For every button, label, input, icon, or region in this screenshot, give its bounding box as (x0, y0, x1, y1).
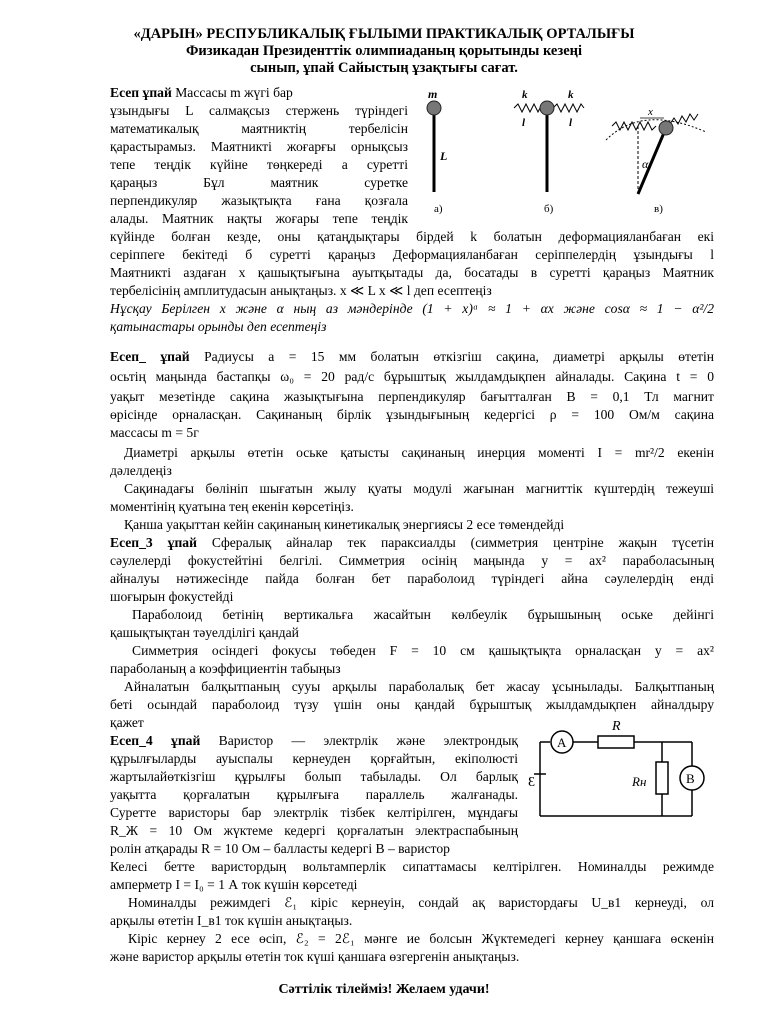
problem-3-line: беті осындай параболоид түзу үшін оны қандай бұрыштық жылдамдықпен айналдыру (110, 697, 714, 712)
pendulum-bob-v (659, 121, 673, 135)
spring-right (553, 104, 584, 112)
problem-2-line: дәлелдеңіз (110, 463, 172, 478)
problem-3-line: қажет (110, 715, 144, 730)
problem-2-line: уақыт мезетінде сақина жазықтығына перпендикуляр бағытталған B = 0,1 Тл магнит (110, 389, 714, 404)
problem-1-line: математикалық маятниктің тербелісін (110, 121, 408, 136)
problem-1-line: тербелісінің амплитудасын анықтаңыз. x ≪ L x ≪ l деп есептеңіз (110, 283, 492, 298)
label-L: L (440, 149, 448, 163)
problem-4-line: және варистор арқылы өтетін ток күші қаншаға өзгергенін анықтаңыз. (110, 949, 520, 964)
problem-4-intro: Есеп_4 ұпай Варистор — электрлік және электрондық (110, 733, 518, 748)
problem-3-intro: Есеп_3 ұпай Сфералық айналар тек параксиалды (симметрия центріне жақын түсетін (110, 535, 714, 550)
problem-4-line: амперметр I = I₀ = 1 А ток күшін көрсетеді (110, 877, 358, 892)
problem-1-hint: қатынастары орынды деп есептеңіз (110, 319, 327, 334)
label-fig-v: в) (654, 203, 663, 215)
problem-4-line: Суретте варисторы бар электрлік тізбек келтірілген, мұндағы (110, 805, 518, 820)
problem-3-line: сәулелерді фокустейтіні белгілі. Симметрия осінің маңында y = ax² параболасының (110, 553, 714, 568)
problem-1-line: алады. Маятник нақты жоғары тепе теңдік (110, 211, 408, 226)
varistor-label: B (686, 771, 695, 786)
problem-1-line: қараңыз Бұл маятник суретке (110, 175, 408, 190)
problem-4-line: уақытта қорғалатын құрылғыға параллель жалғанады. (110, 787, 518, 802)
ammeter-label: A (557, 735, 567, 750)
arc-dashed (606, 120, 706, 140)
problem-1-intro: Есеп ұпай Массасы m жүгі бар (110, 85, 293, 100)
problem-2-line: өрісінде орналасқан. Сақинаның бірлік ұзындығының кедергісі ρ = 100 Ом/м сақина (110, 407, 714, 422)
header-line-1: «ДАРЫН» РЕСПУБЛИКАЛЫҚ ҒЫЛЫМИ ПРАКТИКАЛЫҚ ОРТАЛЫҒЫ (133, 26, 635, 42)
problem-1-line: перпендикуляр жазықтықта ғана қозғала (110, 193, 408, 208)
spring-right-v (670, 114, 698, 124)
problem-4-heading: Есеп_4 ұпай (110, 733, 201, 748)
problem-1-hint: Нұсқау Берілген x және α ның аз мәндерінде (1 + x)ᵅ ≈ 1 + αx және cosα ≈ 1 − α²/2 (110, 301, 714, 316)
problem-2-intro: Есеп_ ұпай Радиусы a = 15 мм болатын өткізгіш сақина, диаметрі арқылы өтетін (110, 349, 715, 364)
problem-2-line: Диаметрі арқылы өтетін оське қатысты сақинаның инерция моменті I = mr²/2 екенін (124, 445, 714, 460)
problem-4-line: арқылы өтетін I_в1 ток күшін анықтаңыз. (110, 913, 353, 928)
pendulum-bob-a (427, 101, 441, 115)
pendulum-figures (412, 84, 712, 222)
resistor-r (598, 736, 634, 748)
label-k-right: k (568, 89, 574, 101)
problem-3-line: Айналатын балқытпаның сууы арқылы параболалық бет жасау ұсынылады. Балқытпаның (124, 679, 714, 694)
label-k-left: k (522, 89, 528, 101)
problem-3-line: параболаның a коэффициентін табыңыз (110, 661, 341, 676)
problem-2-line: моментінің қуатына тең екенін көрсетіңіз. (110, 499, 354, 514)
problem-4-line: жартылайөткізгіш құрылғы болып табылады. Ол барлық (110, 769, 518, 784)
problem-3-line: айналуы нәтижесінде пайда болған бет параболоид түріндегі айна сәулелердің енді (110, 571, 714, 586)
label-alpha: α (642, 157, 649, 171)
label-fig-a: а) (434, 203, 443, 215)
problem-1-line: тепе теңдік күйіне төңкереді а суретті (110, 157, 408, 172)
problem-2-line: осьтің маңында бастапқы ω₀ = 20 рад/с бұрыштық жылдамдықпен айналады. Сақина t = 0 (110, 369, 714, 384)
problem-3-line: шоғырын фокустейді (110, 589, 234, 604)
label-fig-b: б) (544, 203, 554, 215)
problem-1-line: Маятникті аздаған x қашықтығына ауытқытады да, босатады в суретті қараңыз Маятник (110, 265, 714, 280)
problem-4-line: Номиналды режимдегі ℰ₁ кіріс кернеуін, сондай ақ варистордағы U_в1 кернеуді, ол (128, 895, 714, 910)
problem-2-line: Қанша уақыттан кейін сақинаның кинетикалық энергиясы 2 есе төмендейді (124, 517, 565, 532)
problem-4-line: құрылғыларды ауыспалы кернеуден қорғайтын, екіполюсті (110, 751, 518, 766)
varistor-circuit (528, 718, 716, 828)
problem-3-line: Симметрия осіндегі фокусы төбеден F = 10 см қашықтықта орналасқан y = ax² (132, 643, 714, 658)
problem-1-line: күйінде болған кезде, оны қатаңдықтары бірдей k болатын деформацияланбаған екі (110, 229, 714, 244)
pendulum-bob-b (540, 101, 554, 115)
resistor-label: R (612, 719, 621, 734)
problem-4-line: ролін атқарады R = 10 Ом – балласты кедергі В – варистор (110, 841, 450, 856)
problem-3-line: қашықтықтан тәуелділігі қандай (110, 625, 299, 640)
problem-2-line: массасы m = 5г (110, 425, 199, 440)
problem-2-heading: Есеп_ ұпай (110, 349, 190, 364)
label-l-left: l (522, 117, 526, 129)
header-line-3: сынып, ұпай Сайыстың ұзақтығы сағат. (250, 60, 518, 76)
problem-4-line: R_Ж = 10 Ом жүктеме кедергі қорғалатын электраспабының (110, 823, 518, 838)
problem-4-line: Кіріс кернеу 2 есе өсіп, ℰ₂ = 2ℰ₁ мәнге ие болсын Жүктемедегі кернеу қаншаға өскенін (128, 931, 714, 946)
problem-4-line: Келесі бетте варистордың вольтамперлік сипаттамасы келтірілген. Номиналды режимде (110, 859, 714, 874)
problem-3-line: Параболоид бетінің вертикальға жасайтын көлбеулік бұрышының оське дейінгі (132, 607, 714, 622)
problem-3-heading: Есеп_3 ұпай (110, 535, 197, 550)
problem-1-line: ұзындығы L салмақсыз стержень түріндегі (110, 103, 408, 118)
problem-2-line: Сақинадағы бөлініп шығатын жылу қуаты модулі жағынан магниттік күштердің тежеуші (124, 481, 714, 496)
label-x: x (648, 106, 653, 118)
label-l-right: l (569, 117, 573, 129)
source-label: Ɛ (528, 775, 536, 790)
header-line-2: Физикадан Президенттік олимпиаданың қорытынды кезеңі (185, 43, 583, 59)
load-label: Rн (632, 774, 647, 789)
footer-wish: Сәттілік тілейміз! Желаем удачи! (278, 982, 490, 997)
resistor-load (656, 762, 668, 794)
problem-1-line: қарастырамыз. Маятникті жоғарғы орнықсыз (110, 139, 408, 154)
problem-1-line: серіппеге бекітеді б суретті қараңыз Деформацияланбаған серіппелердің ұзындығы l (110, 247, 714, 262)
problem-1-heading: Есеп ұпай (110, 85, 172, 100)
label-m: m (428, 87, 438, 101)
